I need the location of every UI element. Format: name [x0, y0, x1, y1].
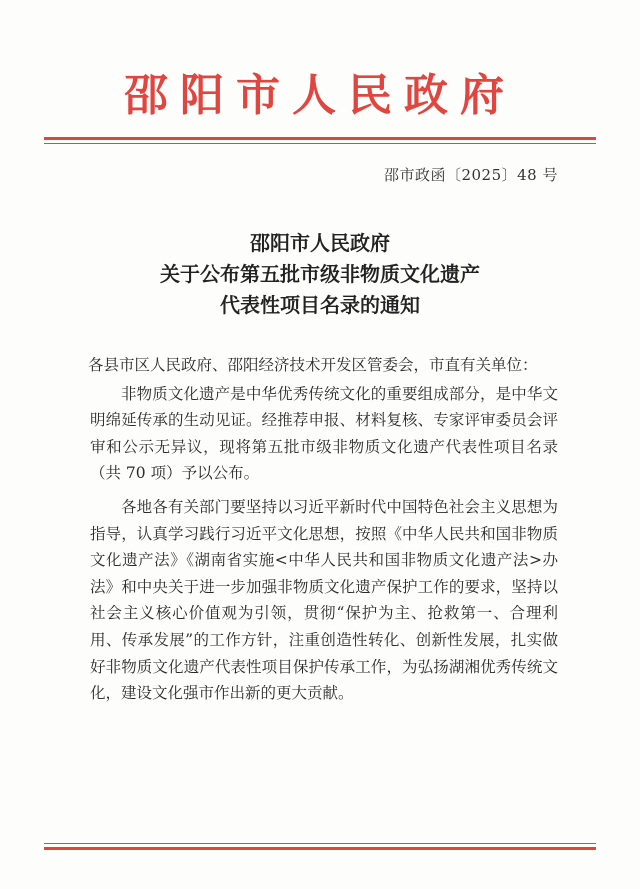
letterhead-red-rule-thin	[44, 143, 596, 144]
title-line-2: 关于公布第五批市级非物质文化遗产	[160, 262, 480, 286]
salutation: 各县市区人民政府、邵阳经济技术开发区管委会，市直有关单位：	[88, 356, 538, 374]
title-line-3: 代表性项目名录的通知	[220, 293, 420, 317]
letterhead-red-rule-thick	[44, 137, 596, 140]
document-body	[90, 352, 558, 707]
title-line-1: 邵阳市人民政府	[250, 231, 390, 255]
footer-red-rule-thin	[44, 843, 596, 844]
paragraph-1: 非物质文化遗产是中华优秀传统文化的重要组成部分，是中华文明绵延传承的生动见证。经推荐申报、材料复核、专家评审委员会评审和公示无异议，现将第五批市级非物质文化遗产代表性项目名录（共 70 项）予以公布。	[90, 384, 558, 483]
document-title	[40, 228, 600, 321]
document-number: 邵市政函〔2025〕48 号	[383, 166, 558, 184]
letterhead-title: 邵阳市人民政府	[124, 70, 516, 121]
paragraph-2: 各地各有关部门要坚持以习近平新时代中国特色社会主义思想为指导，认真学习践行习近平文化思想，按照《中华人民共和国非物质文化遗产法》《湖南省实施<中华人民共和国非物质文化遗产法>办法》和中央关于进一步加强非物质文化遗产保护工作的要求，坚持以社会主义核心价值观为引领，贯彻“保护为主、抢救第一、合理利用、传承发展”的工作方针，注重创造性转化、创新性发展，扎实做好非物质文化遗产代表性项目保护传承工作，为弘扬湖湘优秀传统文化，建设文化强市作出新的更大贡献。	[90, 497, 558, 703]
footer-red-rule-thick	[44, 847, 596, 850]
